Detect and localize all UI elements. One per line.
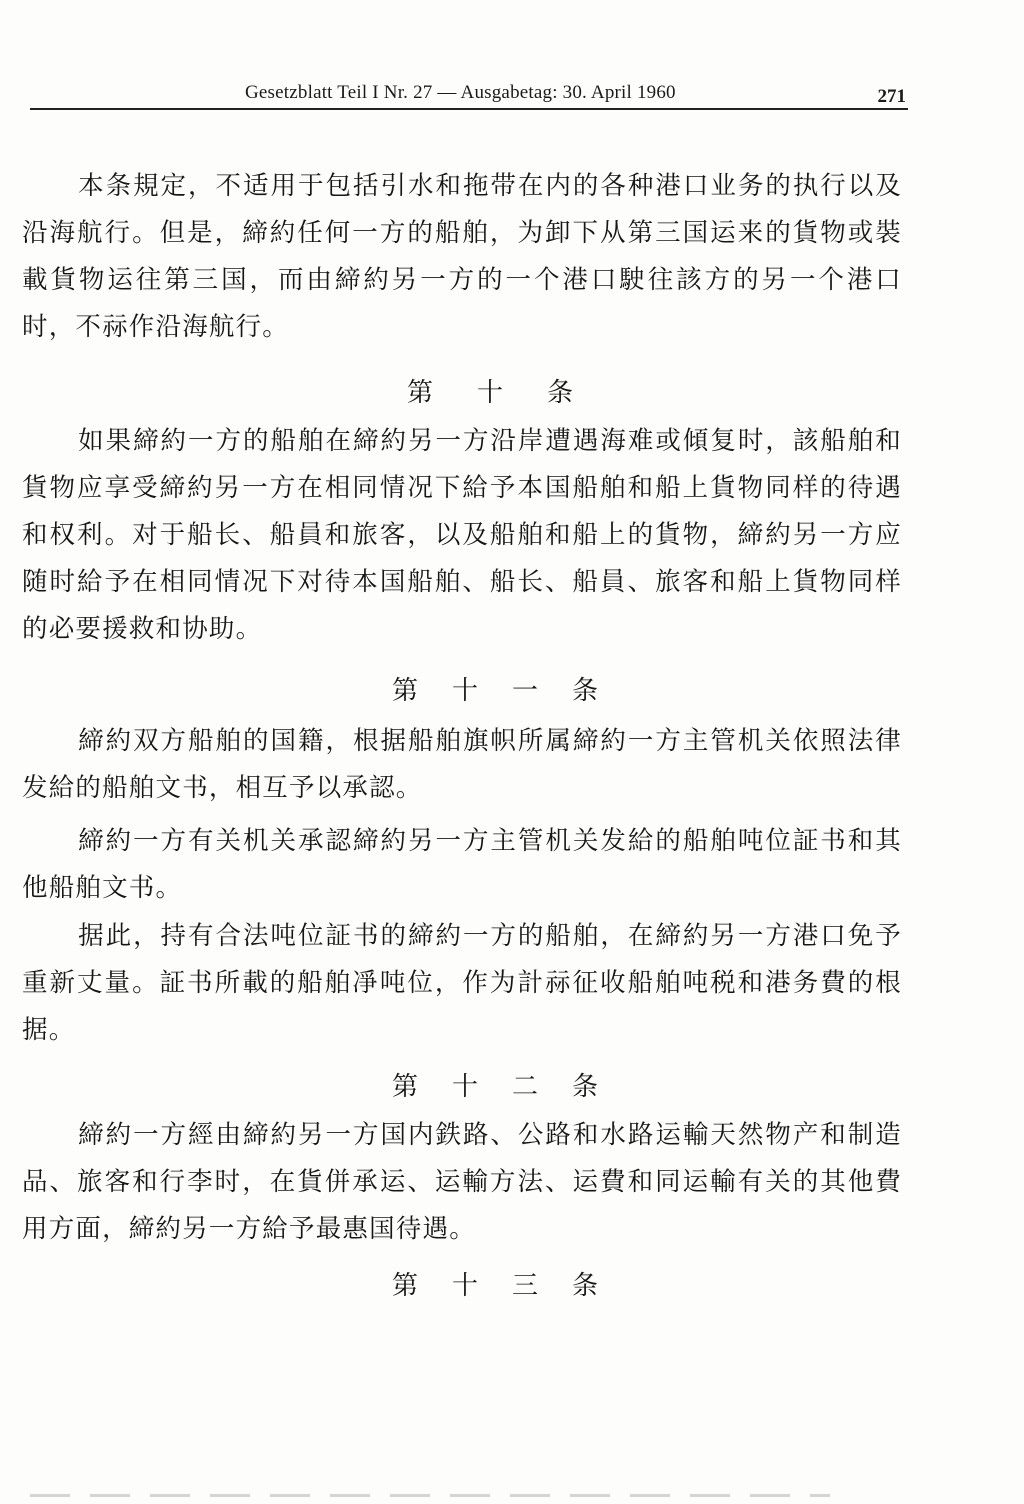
article-10-heading: 第十条 xyxy=(406,378,617,408)
page-number: 271 xyxy=(877,86,906,107)
article-11-paragraph-2: 締約一方有关机关承認締約另一方主管机关发給的船舶吨位証书和其他船舶文书。 xyxy=(22,826,902,903)
article-10-paragraph-1: 如果締約一方的船舶在締約另一方沿岸遭遇海难或傾复时，該船舶和貨物应享受締約另一方在相同情况下給予本国船舶和船上貨物同样的待遇和权利。对于船长、船員和旅客，以及船舶和船上的貨物，締約另一方应随时給予在相同情况下对待本国船舶、船长、船員、旅客和船上貨物同样的必要援救和协助。 xyxy=(22,426,902,644)
article-12-paragraph-1: 締約一方經由締約另一方国内鉄路、公路和水路运輸天然物产和制造品、旅客和行李时，在貨併承运、运輸方法、运費和同运輸有关的其他費用方面，締約另一方給予最惠国待遇。 xyxy=(22,1120,902,1244)
article-11-paragraph-1: 締約双方船舶的国籍，根据船舶旗帜所属締約一方主管机关依照法律发給的船舶文书，相互予以承認。 xyxy=(22,726,902,803)
article-11-paragraph-3: 据此，持有合法吨位証书的締約一方的船舶，在締約另一方港口免予重新丈量。証书所載的船舶凈吨位，作为計祘征收船舶吨税和港务費的根据。 xyxy=(22,921,902,1045)
page-header xyxy=(30,78,908,110)
intro-paragraph: 本条規定，不适用于包括引水和拖带在内的各种港口业务的执行以及沿海航行。但是，締約任何一方的船舶，为卸下从第三国运来的貨物或裝載貨物运往第三国，而由締約另一方的一个港口駛往該方的另一个港口时，不祘作沿海航行。 xyxy=(22,171,902,342)
article-11-heading: 第十一条 xyxy=(391,676,632,706)
article-12-heading: 第十二条 xyxy=(391,1072,632,1102)
header-title: Gesetzblatt Teil I Nr. 27 — Ausgabetag: 30. April 1960 xyxy=(245,82,676,103)
scan-artifact-line xyxy=(30,1494,830,1497)
article-13-heading: 第十三条 xyxy=(391,1271,632,1301)
